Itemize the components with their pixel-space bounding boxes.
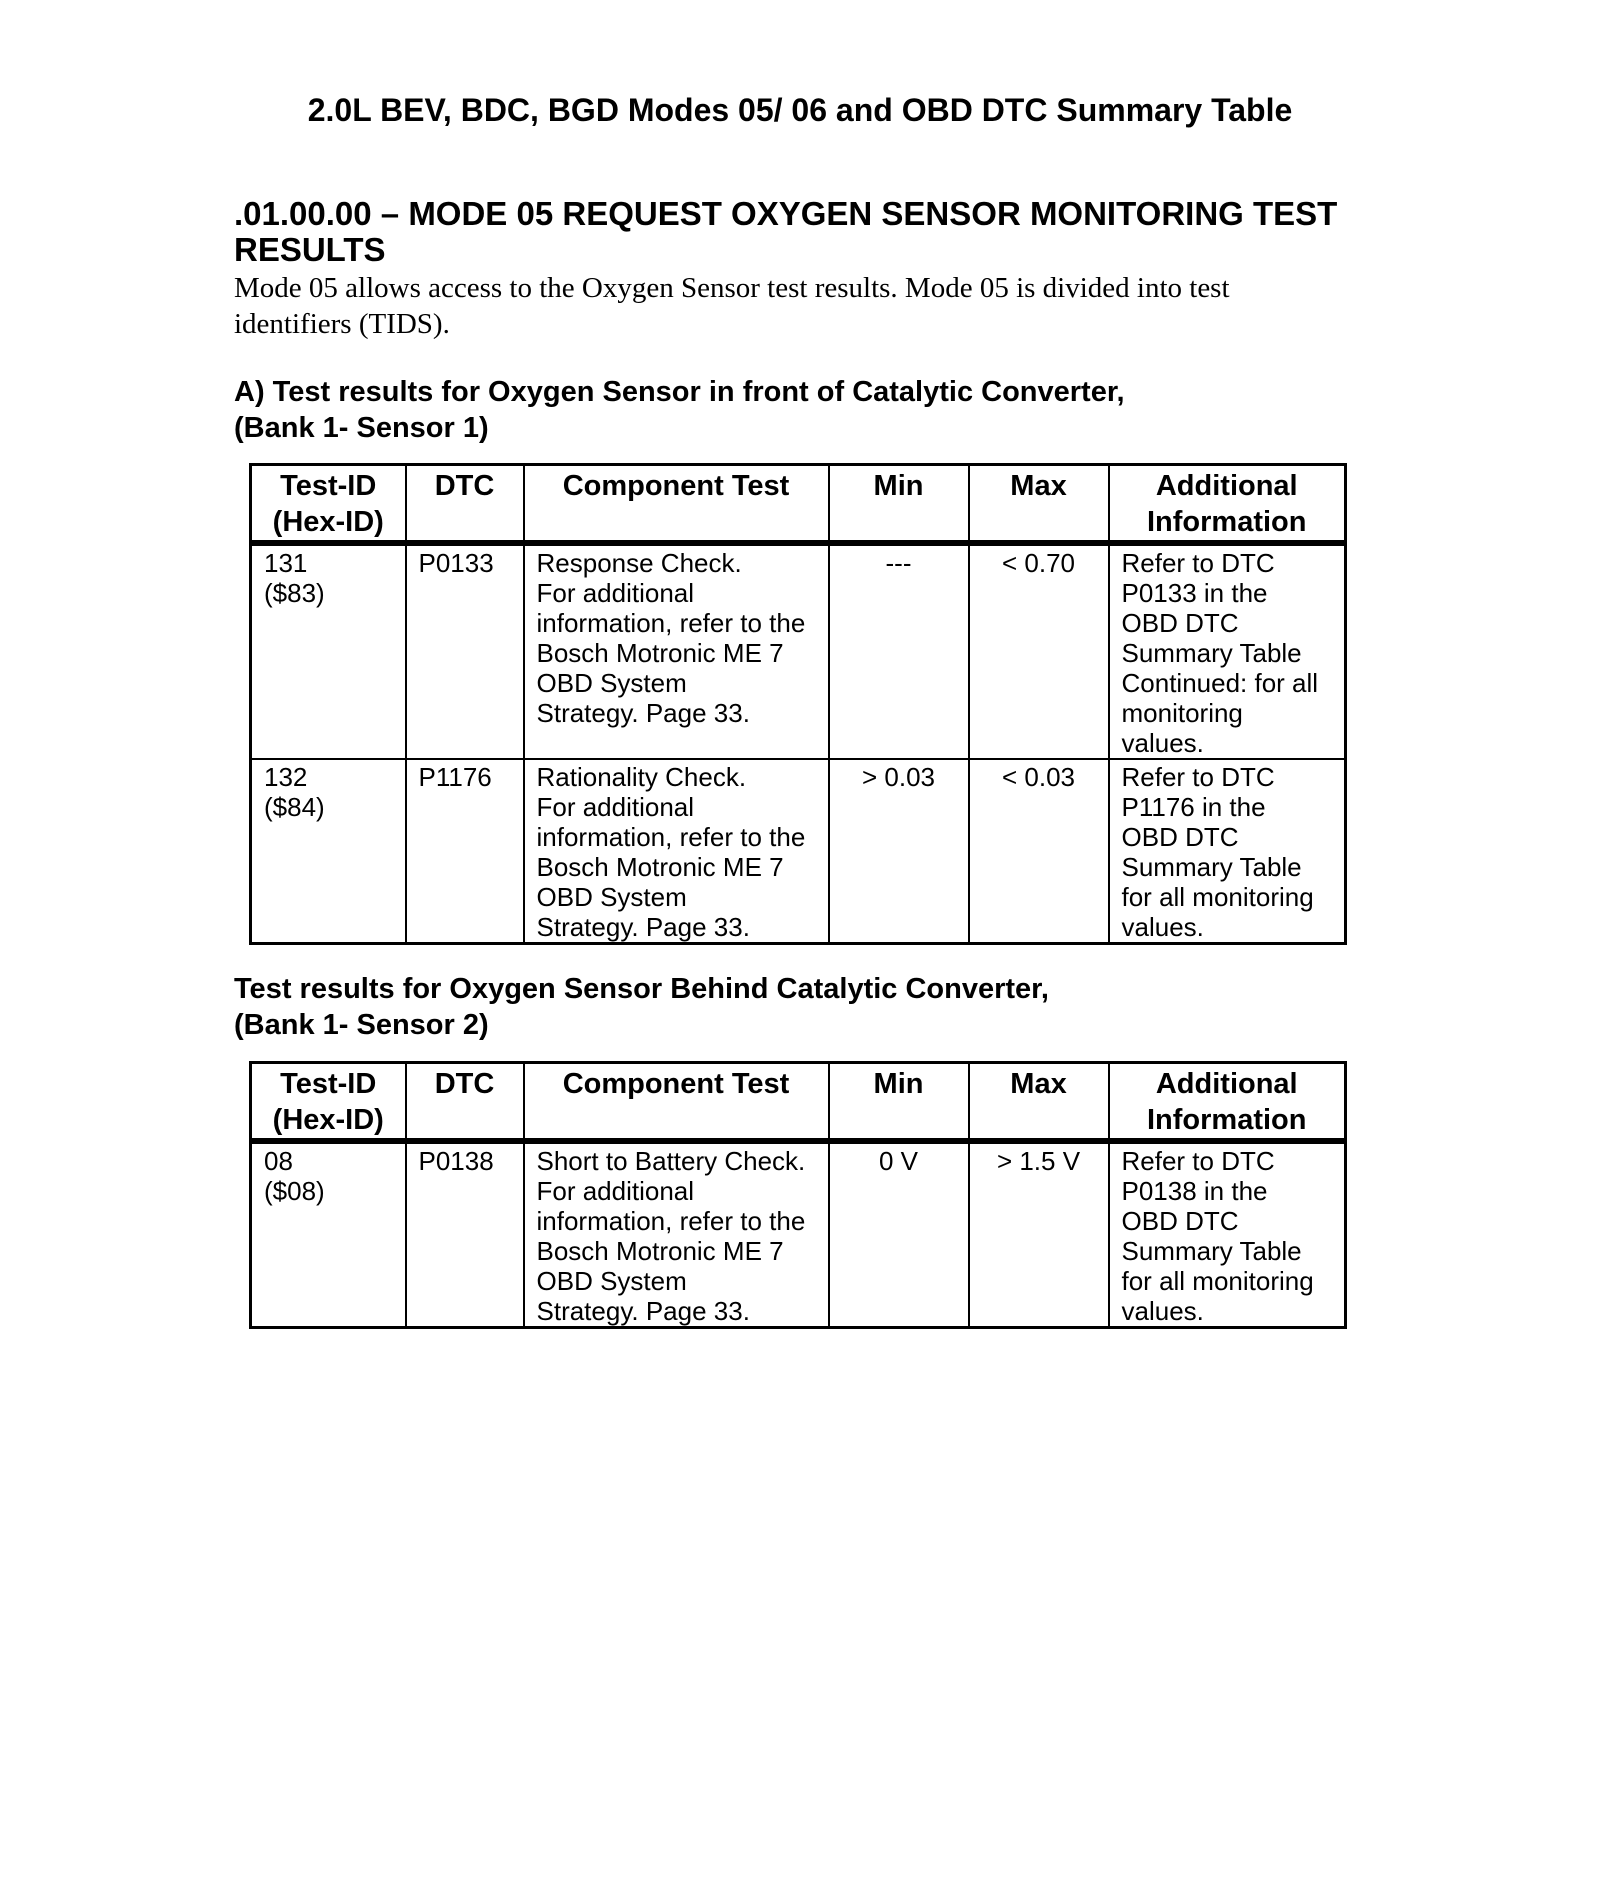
component-line: For additional [536,578,695,608]
table-header-row [251,465,1346,544]
additional-line: Refer to DTC [1121,1146,1275,1176]
component-line: Strategy. Page 33. [536,1296,750,1326]
header-min: Min [829,465,969,544]
header-additional-line1: Additional [1155,470,1298,502]
cell-dtc: P0138 [406,1141,524,1328]
component-line: Bosch Motronic ME 7 [536,638,784,668]
additional-line: Continued: for all [1121,668,1319,698]
additional-line: for all monitoring [1121,882,1314,912]
additional-line: for all monitoring [1121,1266,1314,1296]
additional-line: values. [1121,728,1204,758]
header-component-test: Component Test [524,465,829,544]
header-max: Max [969,465,1109,544]
header-test-id-line2: (Hex-ID) [272,1104,384,1136]
component-line: information, refer to the [536,822,806,852]
component-line: Rationality Check. [536,762,747,792]
cell-component-test [524,759,829,944]
header-test-id [251,465,406,544]
test-id: 08 [264,1146,293,1176]
table-b-heading-line2: (Bank 1- Sensor 2) [234,1009,489,1041]
header-min: Min [829,1063,969,1142]
header-test-id-line1: Test-ID [280,1068,377,1100]
component-line: Bosch Motronic ME 7 [536,852,784,882]
table-b-heading-line1: Test results for Oxygen Sensor Behind Catalytic Converter, [234,973,1049,1005]
additional-line: P0133 in the [1121,578,1268,608]
test-id: 132 [264,762,308,792]
table-b-heading [234,971,1364,1043]
table-row [251,543,1346,759]
additional-line: P1176 in the [1121,792,1266,822]
cell-max: < 0.70 [969,543,1109,759]
hex-id: ($83) [264,578,325,608]
header-additional-info [1109,1063,1346,1142]
hex-id: ($08) [264,1176,325,1206]
additional-line: Summary Table [1121,852,1302,882]
component-line: Response Check. [536,548,742,578]
table-row [251,759,1346,944]
header-additional-info [1109,465,1346,544]
component-line: Short to Battery Check. [536,1146,806,1176]
cell-dtc: P0133 [406,543,524,759]
header-test-id-line1: Test-ID [280,470,377,502]
component-line: OBD System [536,668,687,698]
cell-min: > 0.03 [829,759,969,944]
header-component-test: Component Test [524,1063,829,1142]
cell-additional-info [1109,543,1346,759]
cell-min: 0 V [829,1141,969,1328]
cell-test-id [251,1141,406,1328]
header-dtc: DTC [406,465,524,544]
table-a-heading [234,374,1364,446]
component-line: Bosch Motronic ME 7 [536,1236,784,1266]
additional-line: values. [1121,912,1204,942]
header-dtc: DTC [406,1063,524,1142]
component-line: OBD System [536,882,687,912]
additional-line: Summary Table [1121,1236,1302,1266]
component-line: For additional [536,1176,695,1206]
table-a-heading-line2: (Bank 1- Sensor 1) [234,412,489,444]
cell-max: < 0.03 [969,759,1109,944]
header-additional-line1: Additional [1155,1068,1298,1100]
table-header-row [251,1063,1346,1142]
additional-line: P0138 in the [1121,1176,1268,1206]
additional-line: monitoring [1121,698,1243,728]
section-heading: .01.00.00 – MODE 05 REQUEST OXYGEN SENSOR MONITORING TEST RESULTS [234,195,1338,268]
header-test-id-line2: (Hex-ID) [272,506,384,538]
intro-paragraph: Mode 05 allows access to the Oxygen Sensor test results. Mode 05 is divided into test identifiers (TIDS). [234,272,1230,340]
header-test-id [251,1063,406,1142]
cell-component-test [524,543,829,759]
table-a-heading-line1: A) Test results for Oxygen Sensor in front of Catalytic Converter, [234,376,1125,408]
component-line: information, refer to the [536,608,806,638]
document-title: 2.0L BEV, BDC, BGD Modes 05/ 06 and OBD DTC Summary Table [307,92,1293,128]
cell-max: > 1.5 V [969,1141,1109,1328]
cell-component-test [524,1141,829,1328]
cell-additional-info [1109,759,1346,944]
additional-line: Summary Table [1121,638,1302,668]
component-line: information, refer to the [536,1206,806,1236]
cell-min: --- [829,543,969,759]
test-id: 131 [264,548,308,578]
header-max: Max [969,1063,1109,1142]
header-additional-line2: Information [1147,1104,1307,1136]
additional-line: values. [1121,1296,1204,1326]
additional-line: OBD DTC [1121,1206,1239,1236]
additional-line: Refer to DTC [1121,548,1275,578]
component-line: Strategy. Page 33. [536,912,750,942]
hex-id: ($84) [264,792,325,822]
cell-additional-info [1109,1141,1346,1328]
cell-test-id [251,543,406,759]
cell-dtc: P1176 [406,759,524,944]
additional-line: OBD DTC [1121,822,1239,852]
cell-test-id [251,759,406,944]
component-line: Strategy. Page 33. [536,698,750,728]
table-a [249,463,1347,945]
header-additional-line2: Information [1147,506,1307,538]
table-row [251,1141,1346,1328]
component-line: OBD System [536,1266,687,1296]
table-b [249,1061,1347,1329]
component-line: For additional [536,792,695,822]
additional-line: Refer to DTC [1121,762,1275,792]
additional-line: OBD DTC [1121,608,1239,638]
